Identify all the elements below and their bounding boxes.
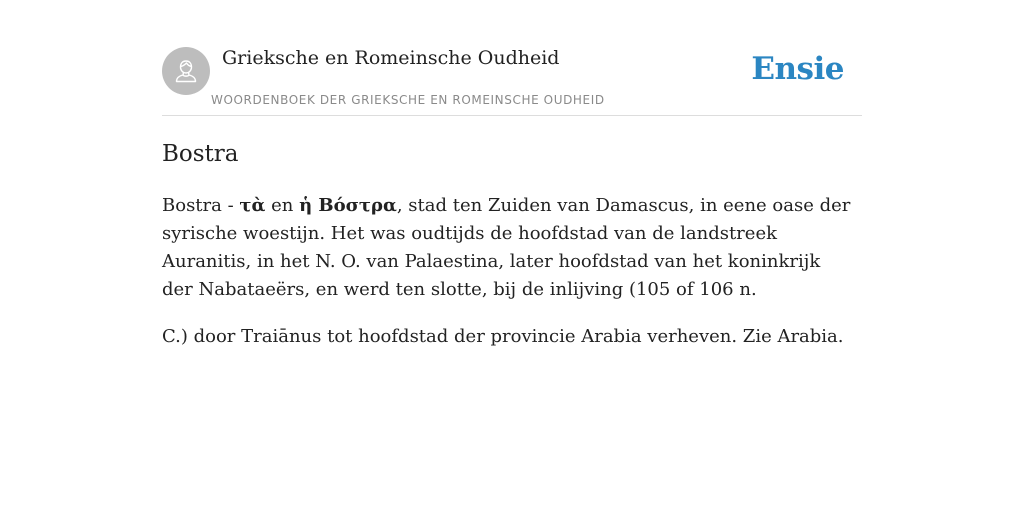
entry-lead: Bostra - — [162, 195, 240, 216]
entry-text: , stad ten Zuiden van Damascus, in eene oase der syrische woestijn. Het was oudtijds de hoofdstad van de landstreek Auranitis, in het N. O. van Palaestina, later hoofdstad van het koninkrijk der Nabataeërs, en werd ten slotte, bij de inlijving (105 of 106 n. — [162, 195, 851, 300]
entry-body — [162, 192, 854, 370]
source-title[interactable]: Grieksche en Romeinsche Oudheid — [222, 47, 560, 69]
source-avatar[interactable] — [162, 47, 210, 95]
source-header — [162, 46, 862, 116]
entry-title: Bostra — [162, 141, 239, 167]
entry-paragraph-2: C.) door Traiānus tot hoofdstad der provincie Arabia verheven. Zie Arabia. — [162, 326, 844, 347]
source-subtitle: WOORDENBOEK DER GRIEKSCHE EN ROMEINSCHE OUDHEID — [211, 93, 605, 107]
greek-term-1: τὰ — [239, 195, 266, 216]
entry-paragraph-1 — [162, 192, 854, 304]
ensie-logo[interactable]: Ensie — [751, 51, 844, 87]
entry-conjunction: en — [265, 195, 300, 216]
greek-term-2: ἡ Βόστρα — [299, 195, 397, 216]
user-icon — [171, 56, 201, 86]
